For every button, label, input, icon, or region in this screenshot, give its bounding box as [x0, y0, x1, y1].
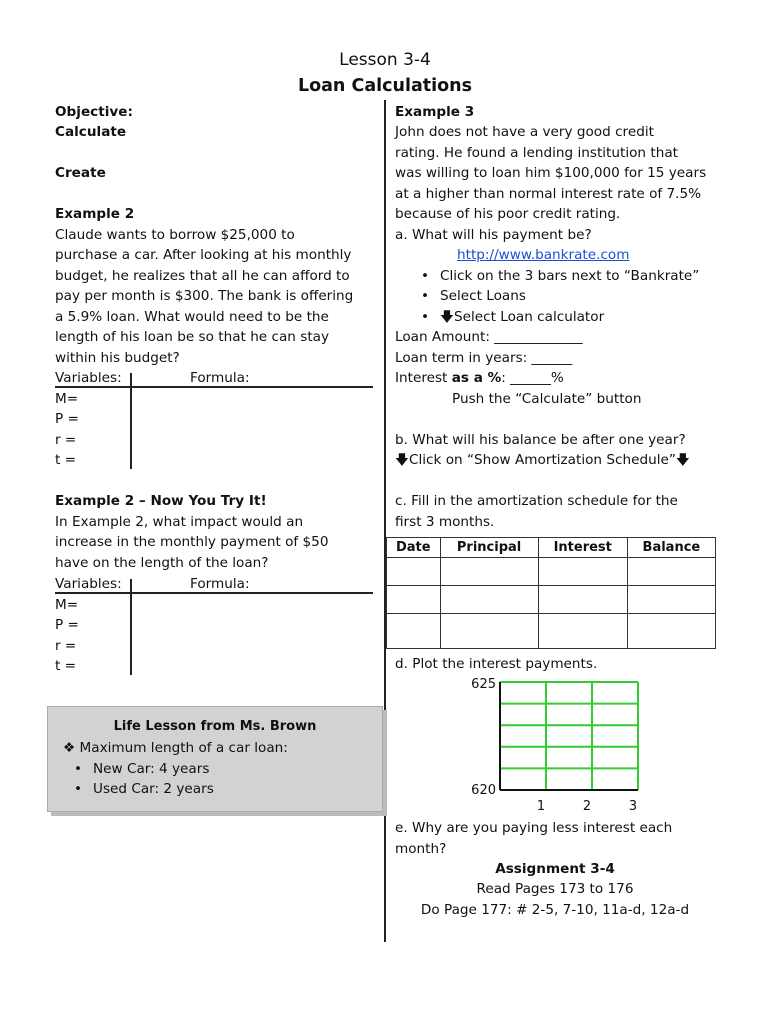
table-cell[interactable] [387, 586, 441, 614]
calculate-label: Calculate [55, 124, 127, 140]
var-t: t = [55, 658, 77, 674]
example2-text-line: pay per month is $300. The bank is offering [55, 288, 354, 304]
var-r: r = [55, 432, 77, 448]
y-tick-label: 625 [471, 677, 496, 692]
x-tick-label: 1 [536, 799, 546, 814]
example3-text-line: was willing to loan him $100,000 for 15 years [395, 165, 707, 181]
life-lesson-item: • Used Car: 2 years [93, 779, 214, 799]
interest-prefix: Interest [395, 370, 452, 386]
col-principal: Principal [440, 538, 538, 558]
example2-text-line: a 5.9% loan. What would need to be the [55, 309, 329, 325]
var-t: t = [55, 452, 77, 468]
example2b-heading: Example 2 – Now You Try It! [55, 493, 267, 509]
push-calculate-line: Push the “Calculate” button [452, 391, 642, 407]
example2-text-line: within his budget? [55, 350, 180, 366]
interest-line [395, 368, 564, 388]
variables-divider [130, 579, 132, 675]
example2-text-line: Claude wants to borrow $25,000 to [55, 227, 295, 243]
amortization-action-label: Click on “Show Amortization Schedule” [408, 452, 676, 468]
table-cell[interactable] [440, 614, 538, 649]
life-lesson-title: Life Lesson from Ms. Brown [113, 719, 317, 734]
table-cell[interactable] [387, 558, 441, 586]
x-tick-label: 2 [582, 799, 592, 814]
life-lesson-box [47, 706, 383, 812]
lesson-title: Lesson 3-4 [339, 50, 431, 70]
interest-bold: as a % [451, 370, 502, 386]
y-tick-label: 620 [471, 783, 496, 798]
example2-text-line: budget, he realizes that all he can afford to [55, 268, 350, 284]
table-cell[interactable] [538, 558, 627, 586]
example3-text-line: at a higher than normal interest rate of 7.5% [395, 186, 702, 202]
formula-label: Formula: [190, 370, 250, 386]
example3-text-line: because of his poor credit rating. [395, 206, 621, 222]
assignment-heading: Assignment 3-4 [495, 861, 615, 877]
example2-heading: Example 2 [55, 206, 135, 222]
down-arrow-icon: 🡇 [395, 452, 409, 468]
question-b: b. What will his balance be after one year? [395, 432, 686, 448]
down-arrow-icon: 🡇 [440, 309, 454, 325]
question-c: c. Fill in the amortization schedule for the [395, 493, 678, 509]
variables-rule [55, 386, 373, 388]
amortization-table [386, 537, 716, 649]
col-balance: Balance [627, 538, 715, 558]
table-row [387, 614, 716, 649]
column-divider [384, 100, 386, 942]
create-label: Create [55, 165, 106, 181]
interest-plot [468, 672, 648, 818]
life-lesson-item: • New Car: 4 years [93, 759, 209, 779]
table-row [387, 586, 716, 614]
table-cell[interactable] [440, 558, 538, 586]
step-item: • Select Loans [440, 286, 526, 306]
example2b-text-line: have on the length of the loan? [55, 555, 269, 571]
table-cell[interactable] [538, 614, 627, 649]
objective-label: Objective: [55, 104, 133, 120]
table-cell[interactable] [627, 558, 715, 586]
amortization-action [395, 450, 690, 470]
example2b-text-line: In Example 2, what impact would an [55, 514, 304, 530]
table-cell[interactable] [627, 614, 715, 649]
variables-label: Variables: [55, 576, 122, 592]
question-a: a. What will his payment be? [395, 227, 592, 243]
example3-heading: Example 3 [395, 104, 475, 120]
loan-amount-line: Loan Amount: _____________ [395, 329, 583, 345]
table-row [387, 558, 716, 586]
variables-label: Variables: [55, 370, 122, 386]
interest-suffix: : ______% [501, 370, 564, 386]
table-cell[interactable] [627, 586, 715, 614]
var-m: M= [55, 391, 79, 407]
variables-divider [130, 373, 132, 469]
example2b-text-line: increase in the monthly payment of $50 [55, 534, 329, 550]
down-arrow-icon: 🡇 [675, 452, 690, 468]
table-header-row [387, 538, 716, 558]
question-e-cont: month? [395, 841, 447, 857]
loan-term-line: Loan term in years: ______ [395, 350, 573, 366]
table-cell[interactable] [440, 586, 538, 614]
var-m: M= [55, 597, 79, 613]
example2-text-line: length of his loan be so that he can stay [55, 329, 330, 345]
table-cell[interactable] [538, 586, 627, 614]
step-item: • Click on the 3 bars next to “Bankrate” [440, 266, 699, 286]
example3-text-line: rating. He found a lending institution that [395, 145, 678, 161]
example2-text-line: purchase a car. After looking at his monthly [55, 247, 352, 263]
bankrate-link[interactable]: http://www.bankrate.com [457, 247, 630, 263]
col-date: Date [387, 538, 441, 558]
life-lesson-main: ❖ Maximum length of a car loan: [63, 740, 288, 756]
variables-rule [55, 592, 373, 594]
assignment-line-1: Read Pages 173 to 176 [476, 881, 634, 897]
question-d: d. Plot the interest payments. [395, 656, 598, 672]
question-c-cont: first 3 months. [395, 514, 495, 530]
formula-label: Formula: [190, 576, 250, 592]
col-interest: Interest [538, 538, 627, 558]
var-r: r = [55, 638, 77, 654]
var-p: P = [55, 617, 79, 633]
page-title: Loan Calculations [297, 76, 473, 96]
step-item-label: Select Loan calculator [453, 309, 605, 325]
assignment-line-2: Do Page 177: # 2-5, 7-10, 11a-d, 12a-d [420, 902, 690, 918]
table-cell[interactable] [387, 614, 441, 649]
step-item-with-arrow [440, 307, 604, 327]
question-e: e. Why are you paying less interest each [395, 820, 673, 836]
var-p: P = [55, 411, 79, 427]
x-tick-label: 3 [628, 799, 638, 814]
example3-text-line: John does not have a very good credit [395, 124, 654, 140]
